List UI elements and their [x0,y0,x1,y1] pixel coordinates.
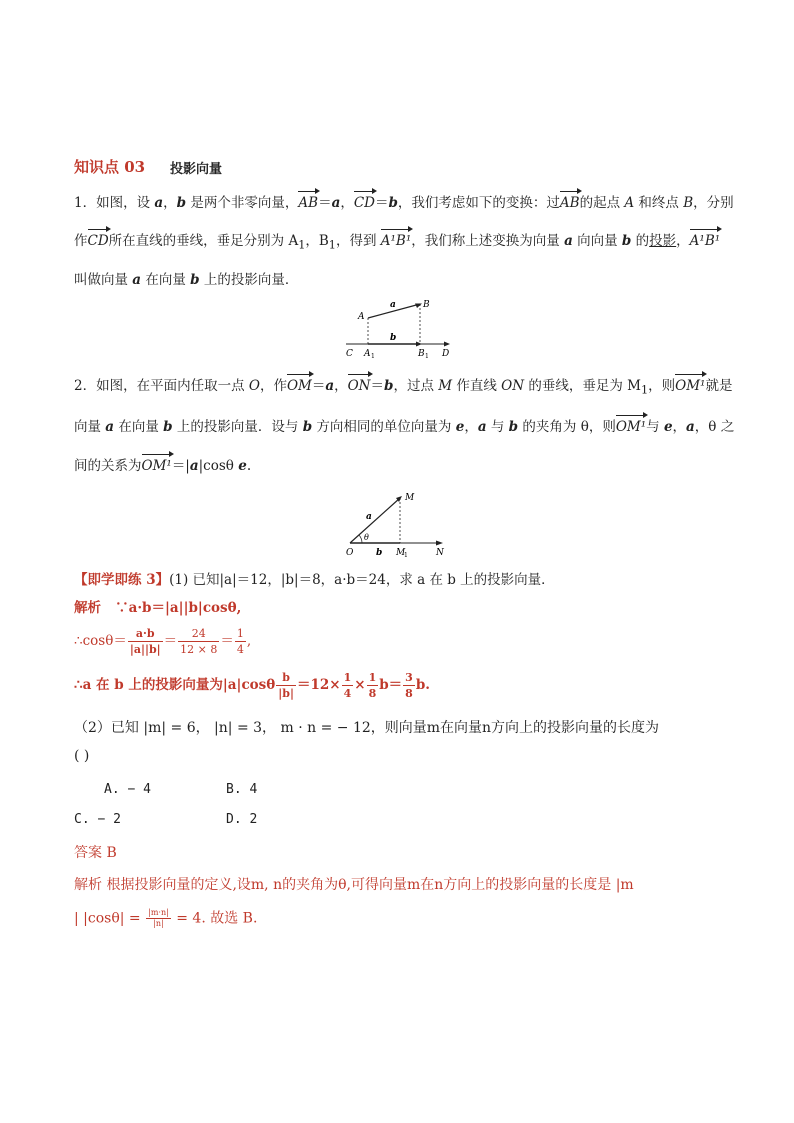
svg-text:1: 1 [371,353,375,360]
question-2-blank: ( ) [74,748,90,764]
label-C: C [346,349,353,359]
label-theta: θ [364,533,369,542]
paragraph-1-line-1: 1．如图，设 a，b 是两个非零向量，AB＝a，CD＝b，我们考虑如下的变换：过AB的起点 A 和终点 B，分别 [74,195,734,211]
label-vector-b: b [376,548,383,558]
vector-om1: OM¹ [675,378,706,394]
label-O: O [346,548,354,558]
label-D: D [442,349,450,359]
label-A: A [358,312,365,322]
paragraph-1-line-2: 作CD所在直线的垂线，垂足分别为 $A_1$，$B_1$，得到 A¹B¹，我们称上述变换为向量 a 向向量 b 的投影，A¹B¹ [74,233,721,252]
figure-projection-angle [340,488,460,560]
paragraph-2-line-1: 2．如图，在平面内任取一点 O，作OM＝a，ON＝b，过点 M 作直线 ON 的垂线，垂足为 $M_1$，则OM¹就是 [74,378,733,397]
label-B: B [423,300,430,310]
solution-line-1: 解析 ∵a·b＝|a||b|cosθ, [74,600,242,616]
section-subtitle: 投影向量 [170,162,223,177]
ray-om [350,498,400,543]
svg-text:1: 1 [404,552,408,559]
paragraph-2-line-2: 向量 a 在向量 b 上的投影向量．设与 b 方向相同的单位向量为 e，a 与 b 的夹角为 θ，则OM¹与 e，a，θ 之 [74,419,735,435]
figure-projection-line [340,296,460,360]
option-c: C. − 2 [74,812,121,827]
term-projection: 投影 [649,233,677,249]
label-vector-a: a [390,300,396,310]
solution-line-3: ∴a 在 b 上的投影向量为|a|cosθ $\frac{b}{|b|}$ ＝12× $\frac{1}{4}$ × $\frac{1}{8}$ b＝ $\frac{3}{8}$ b. [74,671,430,700]
option-d: D. 2 [226,812,258,827]
practice-question-1: 【即学即练 3】(1) 已知|a|＝12，|b|＝8，a·b＝24，求 a 在 b 上的投影向量． [74,572,555,588]
vector-on: ON [347,378,371,394]
practice-tag: 【即学即练 3】 [74,572,170,588]
analysis-line-2: | |cosθ| = $\frac{|m\cdot n|}{|n|}$ = 4. 故选 B. [74,908,258,928]
svg-text:1: 1 [425,353,429,360]
label-N: N [436,548,444,558]
label-B1: B [418,349,425,359]
vector-a1b1: A¹B¹ [380,233,412,249]
label-M: M [405,493,415,503]
answer-line: 答案 B [74,845,117,861]
solution-line-2: ∴cosθ＝ $\frac{a\cdot b}{|a||b|}$ ＝ $\frac{24}{12 \times 8}$ ＝ $\frac{1}{4}$ , [74,627,252,656]
option-a: A. − 4 [104,782,151,797]
paragraph-1-line-3: 叫做向量 a 在向量 b 上的投影向量． [74,272,299,288]
vector-om: OM [286,378,312,394]
label-vector-a: a [366,512,372,522]
vector-cd: CD [353,195,375,211]
analysis-line-1: 解析 根据投影向量的定义,设m, n的夹角为θ,可得向量m在n方向上的投影向量的长度是 |m [74,877,634,893]
label-A1: A [364,349,371,359]
label-M1: M [396,548,406,558]
option-b: B. 4 [226,782,258,797]
vector-ab: AB [298,195,319,211]
section-title: 知识点 03 [74,158,146,176]
paragraph-2-line-3: 间的关系为OM¹＝|a|cosθ e. [74,458,252,474]
label-vector-b: b [390,333,397,343]
practice-question-2: （2）已知 |m| = 6， |n| = 3， m · n = − 12，则向量m在向量n方向上的投影向量的长度为 [74,720,660,736]
